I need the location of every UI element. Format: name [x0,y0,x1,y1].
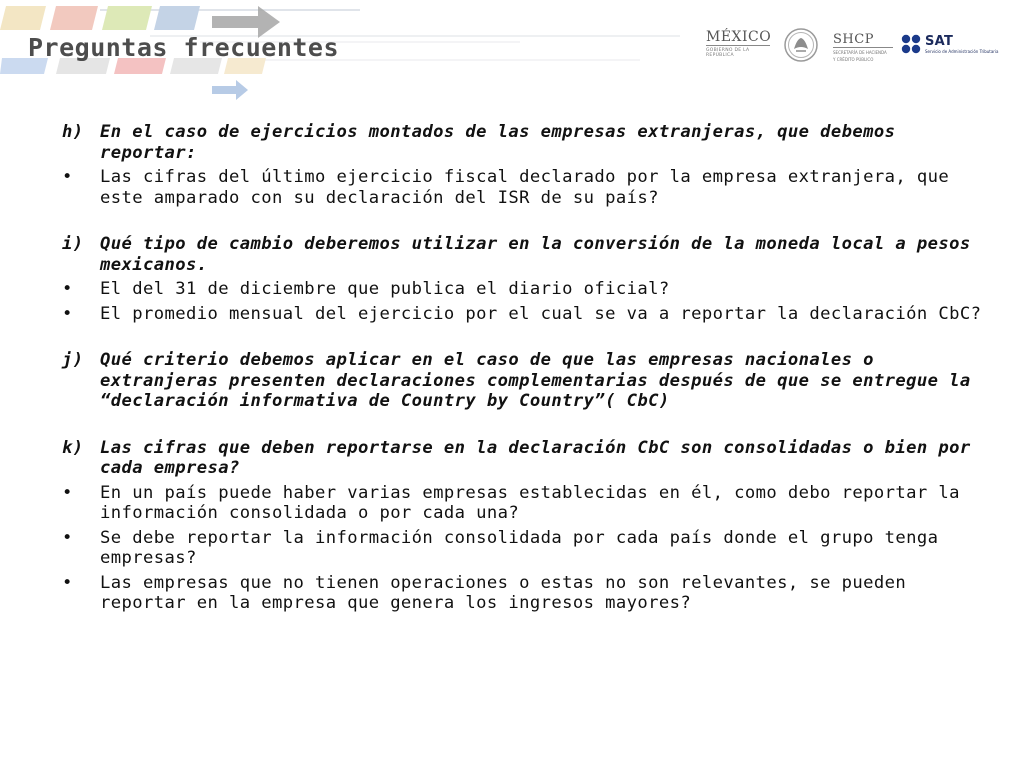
faq-question [62,122,992,163]
bullet-icon: • [62,303,73,324]
bullet-text: Se debe reportar la información consolidada por cada país donde el grupo tenga empresas? [100,527,939,568]
faq-content [62,122,992,640]
logo-sat-sub: Servicio de Administración Tributaria [925,49,999,54]
faq-section-i [62,234,992,324]
bullet-icon: • [62,482,73,503]
logo-shcp [833,33,893,62]
question-text: En el caso de ejercicios montados de las empresas extranjeras, que debemos reportar: [100,122,896,163]
question-text: Qué tipo de cambio deberemos utilizar en la conversión de la moneda local a pesos mexicanos. [100,234,971,275]
faq-question [62,350,992,412]
faq-bullet [62,573,992,614]
faq-bullet [62,304,992,325]
question-text: Qué criterio debemos aplicar en el caso de que las empresas nacionales o extranjeras presenten declaraciones complementarias después de que se entregue la “declaración informativa de Country by Country”( CbC) [100,350,971,411]
logo-mexico-sub: GOBIERNO DE LA REPÚBLICA [706,48,750,58]
faq-section-h [62,122,992,208]
logo-shcp-sub-1: SECRETARÍA DE HACIENDA [833,50,887,55]
bullet-icon: • [62,527,73,548]
slide-header [0,0,1024,110]
bullet-icon: • [62,167,73,187]
bullet-text: El del 31 de diciembre que publica el diario oficial? [100,279,670,299]
question-letter: i) [62,234,84,254]
page-title: Preguntas frecuentes [28,33,340,62]
faq-section-k [62,438,992,614]
bullet-text: Las cifras del último ejercicio fiscal declarado por la empresa extranjera, que este amparado con su declaración del ISR de su país? [100,167,950,208]
logo-shcp-sub-2: Y CRÉDITO PÚBLICO [833,57,874,62]
logo-mexico-word: MÉXICO [706,29,772,45]
question-letter: h) [62,122,84,142]
bullet-text: Las empresas que no tienen operaciones o estas no son relevantes, se pueden reportar en la empresa que genera los ingresos mayores? [100,572,907,613]
bullet-icon: • [62,572,73,593]
question-letter: j) [62,350,84,370]
question-text: Las cifras que deben reportarse en la declaración CbC son consolidadas o bien por cada empresa? [100,437,971,478]
bullet-text: En un país puede haber varias empresas establecidas en él, como debo reportar la información consolidada o por cada una? [100,482,960,523]
logo-mexico [706,30,770,58]
faq-bullet [62,279,992,300]
faq-section-j [62,350,992,412]
faq-question [62,438,992,479]
faq-bullet [62,483,992,524]
logo-sat-word: SAT [925,34,954,49]
faq-bullet [62,528,992,569]
bullet-text: El promedio mensual del ejercicio por el cual se va a reportar la declaración CbC? [100,303,982,324]
coat-of-arms-icon [783,27,819,63]
logo-shcp-word: SHCP [833,33,893,48]
bullet-icon: • [62,279,73,299]
faq-bullet [62,167,992,208]
faq-question [62,234,992,275]
question-letter: k) [62,437,84,458]
sat-dots-icon [901,34,923,56]
